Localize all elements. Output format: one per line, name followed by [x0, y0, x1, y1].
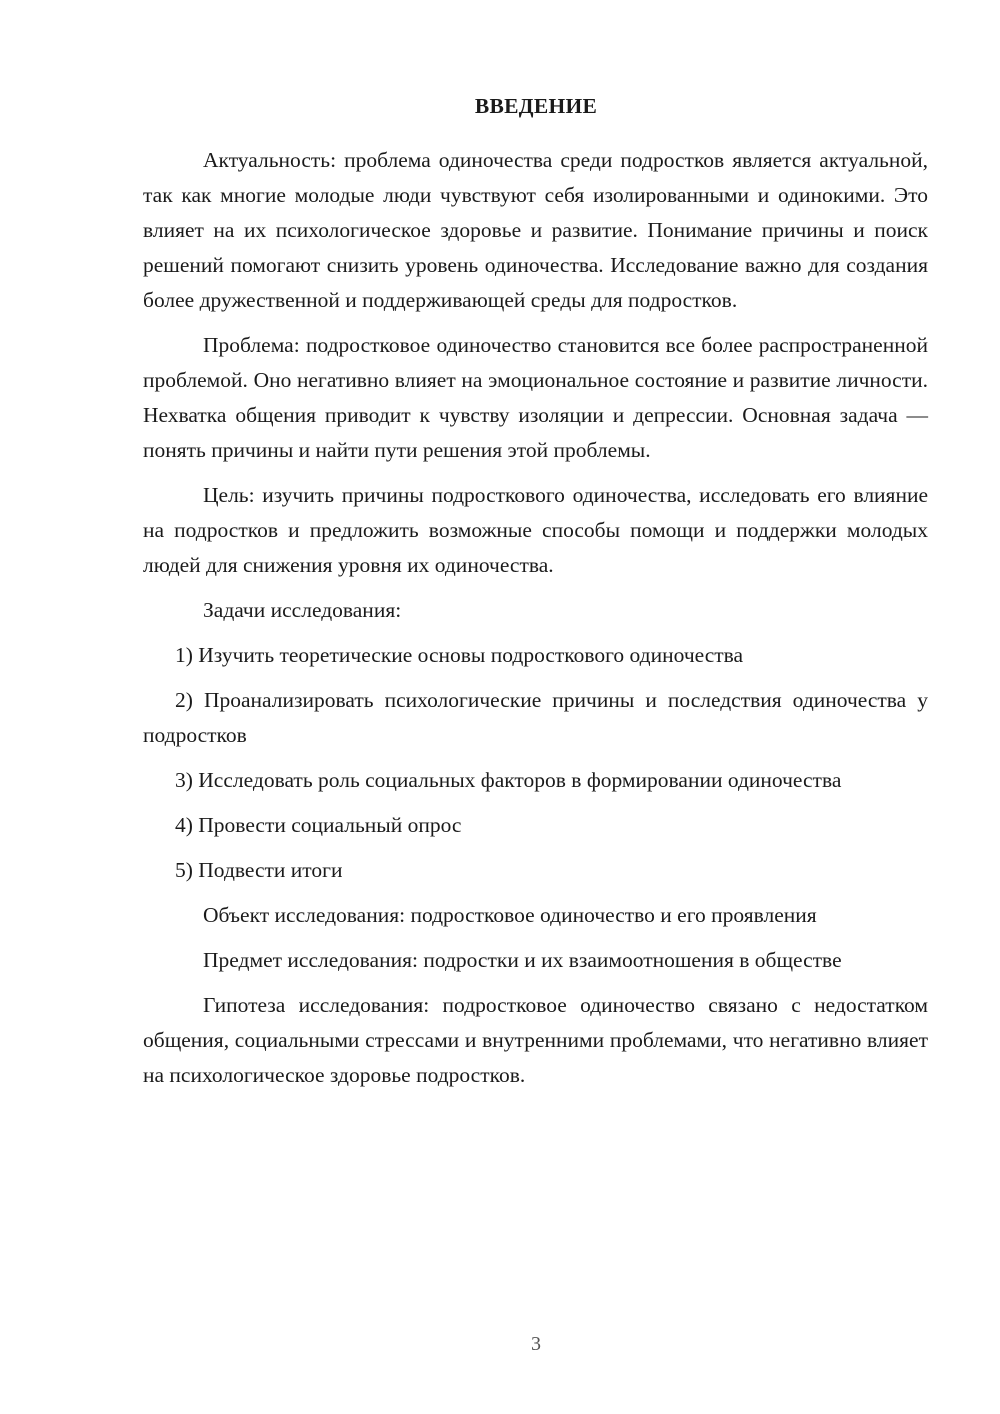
task-item-2: 2) Проанализировать психологические причины и последствия одиночества у подростков [143, 688, 928, 747]
page-title: ВВЕДЕНИЕ [474, 94, 598, 118]
page-number: 3 [531, 1333, 541, 1355]
task-item-3: 3) Исследовать роль социальных факторов в формировании одиночества [175, 768, 842, 792]
paragraph-relevance: Актуальность: проблема одиночества среди подростков является актуальной, так как многие молодые люди чувствуют себя изолированными и одинокими. Это влияет на их психологическое здоровье и развитие. Понимание причины и поиск решений помогают снизить уровень одиночества. Исследование важно для создания более дружественной и поддерживающей среды для подростков. [143, 148, 928, 312]
task-item-5: 5) Подвести итоги [175, 858, 343, 882]
paragraph-subject: Предмет исследования: подростки и их взаимоотношения в обществе [203, 948, 842, 972]
paragraph-hypothesis: Гипотеза исследования: подростковое одиночество связано с недостатком общения, социальными стрессами и внутренними проблемами, что негативно влияет на психологическое здоровье подростков. [143, 993, 928, 1087]
tasks-title: Задачи исследования: [203, 598, 402, 622]
paragraph-goal: Цель: изучить причины подросткового одиночества, исследовать его влияние на подростков и предложить возможные способы помощи и поддержки молодых людей для снижения уровня их одиночества. [143, 483, 928, 577]
paragraph-problem: Проблема: подростковое одиночество становится все более распространенной проблемой. Оно негативно влияет на эмоциональное состояние и развитие личности. Нехватка общения приводит к чувству изоляции и депрессии. Основная задача — понять причины и найти пути решения этой проблемы. [143, 333, 928, 462]
task-item-1: 1) Изучить теоретические основы подросткового одиночества [175, 643, 744, 667]
paragraph-object: Объект исследования: подростковое одиночество и его проявления [203, 903, 817, 927]
task-item-4: 4) Провести социальный опрос [175, 813, 462, 837]
document-body [143, 143, 928, 1103]
